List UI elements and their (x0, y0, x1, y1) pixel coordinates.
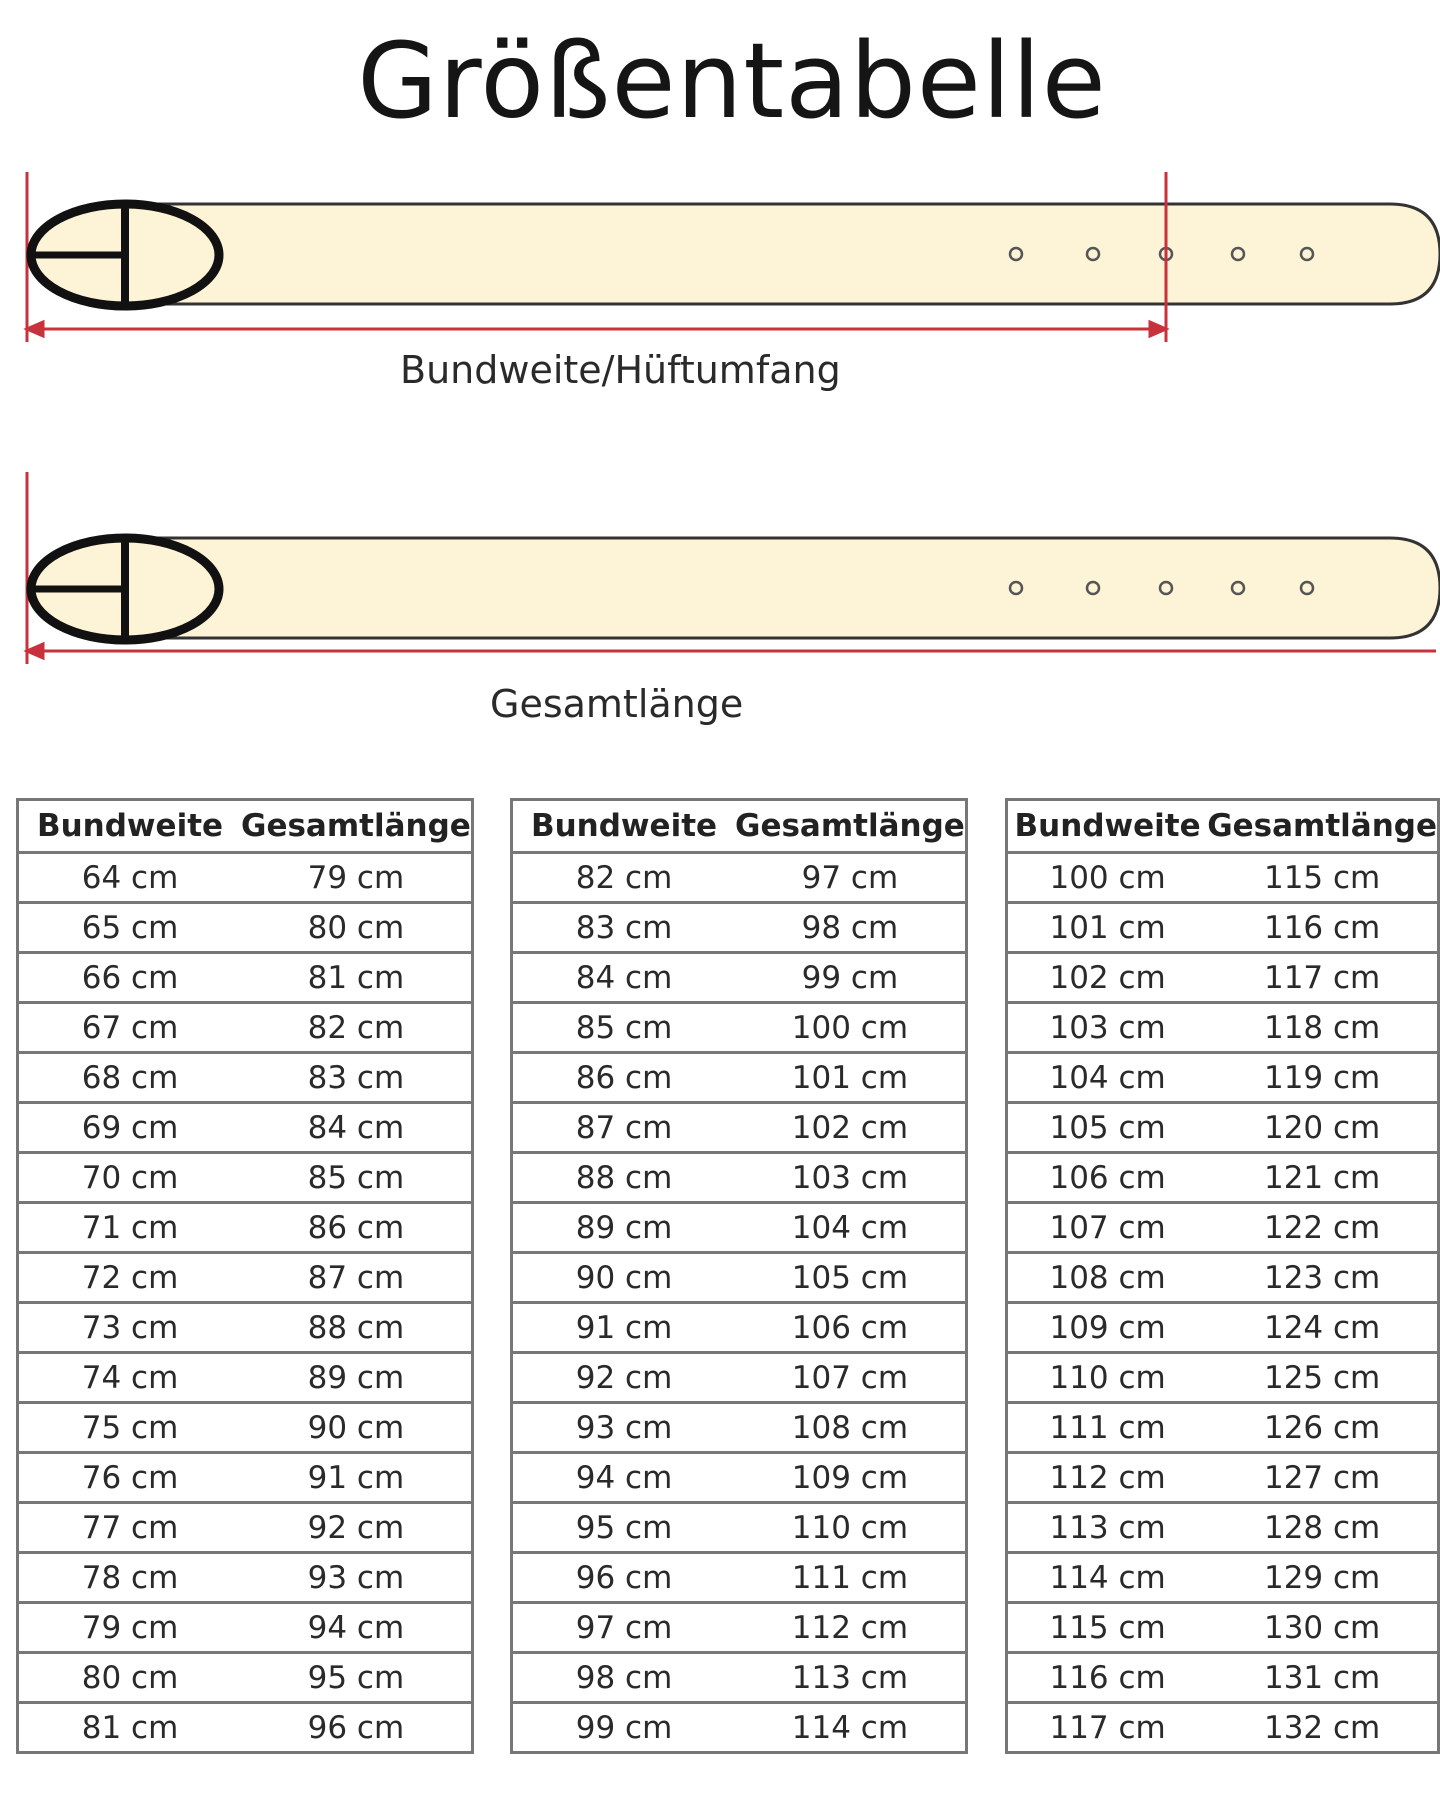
total-length-cell: 106 cm (735, 1303, 966, 1353)
table-row (18, 1203, 473, 1253)
table-row (18, 1253, 473, 1303)
table-row (512, 1553, 967, 1603)
waist-cell: 84 cm (512, 953, 736, 1003)
waist-cell: 89 cm (512, 1203, 736, 1253)
size-table (510, 798, 968, 1754)
table-row (512, 1453, 967, 1503)
waist-measure-arrow (27, 322, 1166, 336)
waist-cell: 107 cm (1007, 1203, 1208, 1253)
table-row (512, 1303, 967, 1353)
table-row (1007, 1453, 1439, 1503)
total-length-cell: 82 cm (241, 1003, 472, 1053)
total-length-cell: 117 cm (1207, 953, 1438, 1003)
total-length-cell: 123 cm (1207, 1253, 1438, 1303)
total-measure-arrow (27, 644, 1436, 658)
table-row (512, 1253, 967, 1303)
table-row (18, 1703, 473, 1753)
table-row (18, 1653, 473, 1703)
table-row (1007, 1053, 1439, 1103)
total-length-cell: 100 cm (735, 1003, 966, 1053)
table-row (1007, 953, 1439, 1003)
total-length-cell: 90 cm (241, 1403, 472, 1453)
table-row (18, 953, 473, 1003)
waist-cell: 66 cm (18, 953, 242, 1003)
waist-cell: 94 cm (512, 1453, 736, 1503)
header-total-length: Gesamtlänge (735, 800, 966, 853)
table-row (18, 1003, 473, 1053)
table-row (18, 1503, 473, 1553)
table-row (512, 853, 967, 903)
table-row (1007, 1503, 1439, 1553)
waist-cell: 75 cm (18, 1403, 242, 1453)
table-row (1007, 1253, 1439, 1303)
size-table (1005, 798, 1440, 1754)
header-waist: Bundweite (512, 800, 736, 853)
table-row (1007, 1603, 1439, 1653)
total-length-cell: 99 cm (735, 953, 966, 1003)
page-title: Größentabelle (357, 20, 1107, 142)
total-length-cell: 109 cm (735, 1453, 966, 1503)
waist-cell: 117 cm (1007, 1703, 1208, 1753)
total-length-cell: 131 cm (1207, 1653, 1438, 1703)
belt-diagram (0, 150, 1440, 690)
total-length-cell: 127 cm (1207, 1453, 1438, 1503)
waist-cell: 83 cm (512, 903, 736, 953)
table-row (512, 1153, 967, 1203)
total-length-cell: 112 cm (735, 1603, 966, 1653)
table-header-row (512, 800, 967, 853)
total-length-cell: 92 cm (241, 1503, 472, 1553)
waist-cell: 64 cm (18, 853, 242, 903)
waist-cell: 105 cm (1007, 1103, 1208, 1153)
table-row (1007, 853, 1439, 903)
waist-cell: 108 cm (1007, 1253, 1208, 1303)
total-length-cell: 89 cm (241, 1353, 472, 1403)
total-length-cell: 81 cm (241, 953, 472, 1003)
total-length-cell: 103 cm (735, 1153, 966, 1203)
waist-cell: 104 cm (1007, 1053, 1208, 1103)
table-row (512, 1103, 967, 1153)
header-waist: Bundweite (18, 800, 242, 853)
total-length-cell: 94 cm (241, 1603, 472, 1653)
total-length-cell: 98 cm (735, 903, 966, 953)
waist-cell: 68 cm (18, 1053, 242, 1103)
waist-cell: 97 cm (512, 1603, 736, 1653)
total-length-cell: 125 cm (1207, 1353, 1438, 1403)
total-length-cell: 105 cm (735, 1253, 966, 1303)
table-row (512, 1403, 967, 1453)
table-row (1007, 1703, 1439, 1753)
total-length-cell: 96 cm (241, 1703, 472, 1753)
waist-cell: 65 cm (18, 903, 242, 953)
total-length-cell: 110 cm (735, 1503, 966, 1553)
total-length-cell: 129 cm (1207, 1553, 1438, 1603)
table-row (18, 1053, 473, 1103)
table-row (1007, 1303, 1439, 1353)
table-row (512, 1503, 967, 1553)
total-length-cell: 80 cm (241, 903, 472, 953)
table-row (18, 1153, 473, 1203)
waist-cell: 102 cm (1007, 953, 1208, 1003)
waist-cell: 78 cm (18, 1553, 242, 1603)
table-row (18, 1403, 473, 1453)
waist-cell: 88 cm (512, 1153, 736, 1203)
total-length-cell: 102 cm (735, 1103, 966, 1153)
waist-cell: 116 cm (1007, 1653, 1208, 1703)
waist-cell: 90 cm (512, 1253, 736, 1303)
table-row (18, 1453, 473, 1503)
size-table (16, 798, 474, 1754)
table-row (1007, 1653, 1439, 1703)
total-length-cell: 84 cm (241, 1103, 472, 1153)
table-row (512, 1603, 967, 1653)
total-length-cell: 132 cm (1207, 1703, 1438, 1753)
waist-cell: 82 cm (512, 853, 736, 903)
belt-total (27, 472, 1440, 664)
waist-cell: 115 cm (1007, 1603, 1208, 1653)
table-row (18, 853, 473, 903)
waist-cell: 91 cm (512, 1303, 736, 1353)
total-length-cell: 111 cm (735, 1553, 966, 1603)
total-length-cell: 83 cm (241, 1053, 472, 1103)
total-length-cell: 114 cm (735, 1703, 966, 1753)
waist-cell: 106 cm (1007, 1153, 1208, 1203)
total-length-cell: 122 cm (1207, 1203, 1438, 1253)
waist-cell: 73 cm (18, 1303, 242, 1353)
table-row (512, 903, 967, 953)
waist-cell: 69 cm (18, 1103, 242, 1153)
table-row (512, 953, 967, 1003)
total-length-cell: 87 cm (241, 1253, 472, 1303)
waist-cell: 92 cm (512, 1353, 736, 1403)
total-length-cell: 91 cm (241, 1453, 472, 1503)
total-length-cell: 121 cm (1207, 1153, 1438, 1203)
table-row (512, 1203, 967, 1253)
table-row (1007, 1103, 1439, 1153)
waist-cell: 67 cm (18, 1003, 242, 1053)
table-row (512, 1703, 967, 1753)
table-row (18, 1303, 473, 1353)
waist-cell: 80 cm (18, 1653, 242, 1703)
waist-cell: 114 cm (1007, 1553, 1208, 1603)
waist-cell: 79 cm (18, 1603, 242, 1653)
table-row (1007, 903, 1439, 953)
total-length-cell: 119 cm (1207, 1053, 1438, 1103)
total-length-cell: 88 cm (241, 1303, 472, 1353)
waist-cell: 98 cm (512, 1653, 736, 1703)
waist-cell: 76 cm (18, 1453, 242, 1503)
buckle-icon (31, 538, 219, 640)
waist-cell: 85 cm (512, 1003, 736, 1053)
total-length-cell: 93 cm (241, 1553, 472, 1603)
total-length-cell: 97 cm (735, 853, 966, 903)
table-row (18, 903, 473, 953)
table-row (18, 1103, 473, 1153)
header-waist: Bundweite (1007, 800, 1208, 853)
total-length-cell: 85 cm (241, 1153, 472, 1203)
table-row (512, 1003, 967, 1053)
waist-cell: 103 cm (1007, 1003, 1208, 1053)
total-length-cell: 118 cm (1207, 1003, 1438, 1053)
total-length-cell: 101 cm (735, 1053, 966, 1103)
total-length-caption: Gesamtlänge (490, 682, 744, 726)
waist-cell: 93 cm (512, 1403, 736, 1453)
waist-cell: 99 cm (512, 1703, 736, 1753)
waist-cell: 110 cm (1007, 1353, 1208, 1403)
waist-cell: 81 cm (18, 1703, 242, 1753)
table-row (1007, 1553, 1439, 1603)
table-header-row (18, 800, 473, 853)
total-length-cell: 95 cm (241, 1653, 472, 1703)
header-total-length: Gesamtlänge (241, 800, 472, 853)
total-length-cell: 126 cm (1207, 1403, 1438, 1453)
total-length-cell: 113 cm (735, 1653, 966, 1703)
total-length-cell: 128 cm (1207, 1503, 1438, 1553)
waist-cell: 70 cm (18, 1153, 242, 1203)
table-row (1007, 1403, 1439, 1453)
waist-cell: 95 cm (512, 1503, 736, 1553)
total-length-cell: 124 cm (1207, 1303, 1438, 1353)
waist-cell: 72 cm (18, 1253, 242, 1303)
waist-cell: 101 cm (1007, 903, 1208, 953)
waist-cell: 109 cm (1007, 1303, 1208, 1353)
total-length-cell: 116 cm (1207, 903, 1438, 953)
total-length-cell: 108 cm (735, 1403, 966, 1453)
table-row (512, 1353, 967, 1403)
table-row (1007, 1003, 1439, 1053)
waist-cell: 113 cm (1007, 1503, 1208, 1553)
table-row (1007, 1203, 1439, 1253)
waist-cell: 71 cm (18, 1203, 242, 1253)
table-header-row (1007, 800, 1439, 853)
waist-cell: 112 cm (1007, 1453, 1208, 1503)
total-length-cell: 86 cm (241, 1203, 472, 1253)
total-length-cell: 130 cm (1207, 1603, 1438, 1653)
header-total-length: Gesamtlänge (1207, 800, 1438, 853)
belt-waist (27, 172, 1440, 342)
table-row (512, 1053, 967, 1103)
waist-caption: Bundweite/Hüftumfang (400, 348, 841, 392)
table-row (18, 1603, 473, 1653)
waist-cell: 111 cm (1007, 1403, 1208, 1453)
table-row (18, 1553, 473, 1603)
buckle-icon (31, 204, 219, 306)
waist-cell: 77 cm (18, 1503, 242, 1553)
total-length-cell: 107 cm (735, 1353, 966, 1403)
waist-cell: 96 cm (512, 1553, 736, 1603)
table-row (1007, 1153, 1439, 1203)
waist-cell: 100 cm (1007, 853, 1208, 903)
total-length-cell: 104 cm (735, 1203, 966, 1253)
waist-cell: 86 cm (512, 1053, 736, 1103)
total-length-cell: 79 cm (241, 853, 472, 903)
table-row (1007, 1353, 1439, 1403)
table-row (512, 1653, 967, 1703)
total-length-cell: 115 cm (1207, 853, 1438, 903)
table-row (18, 1353, 473, 1403)
waist-cell: 74 cm (18, 1353, 242, 1403)
waist-cell: 87 cm (512, 1103, 736, 1153)
total-length-cell: 120 cm (1207, 1103, 1438, 1153)
